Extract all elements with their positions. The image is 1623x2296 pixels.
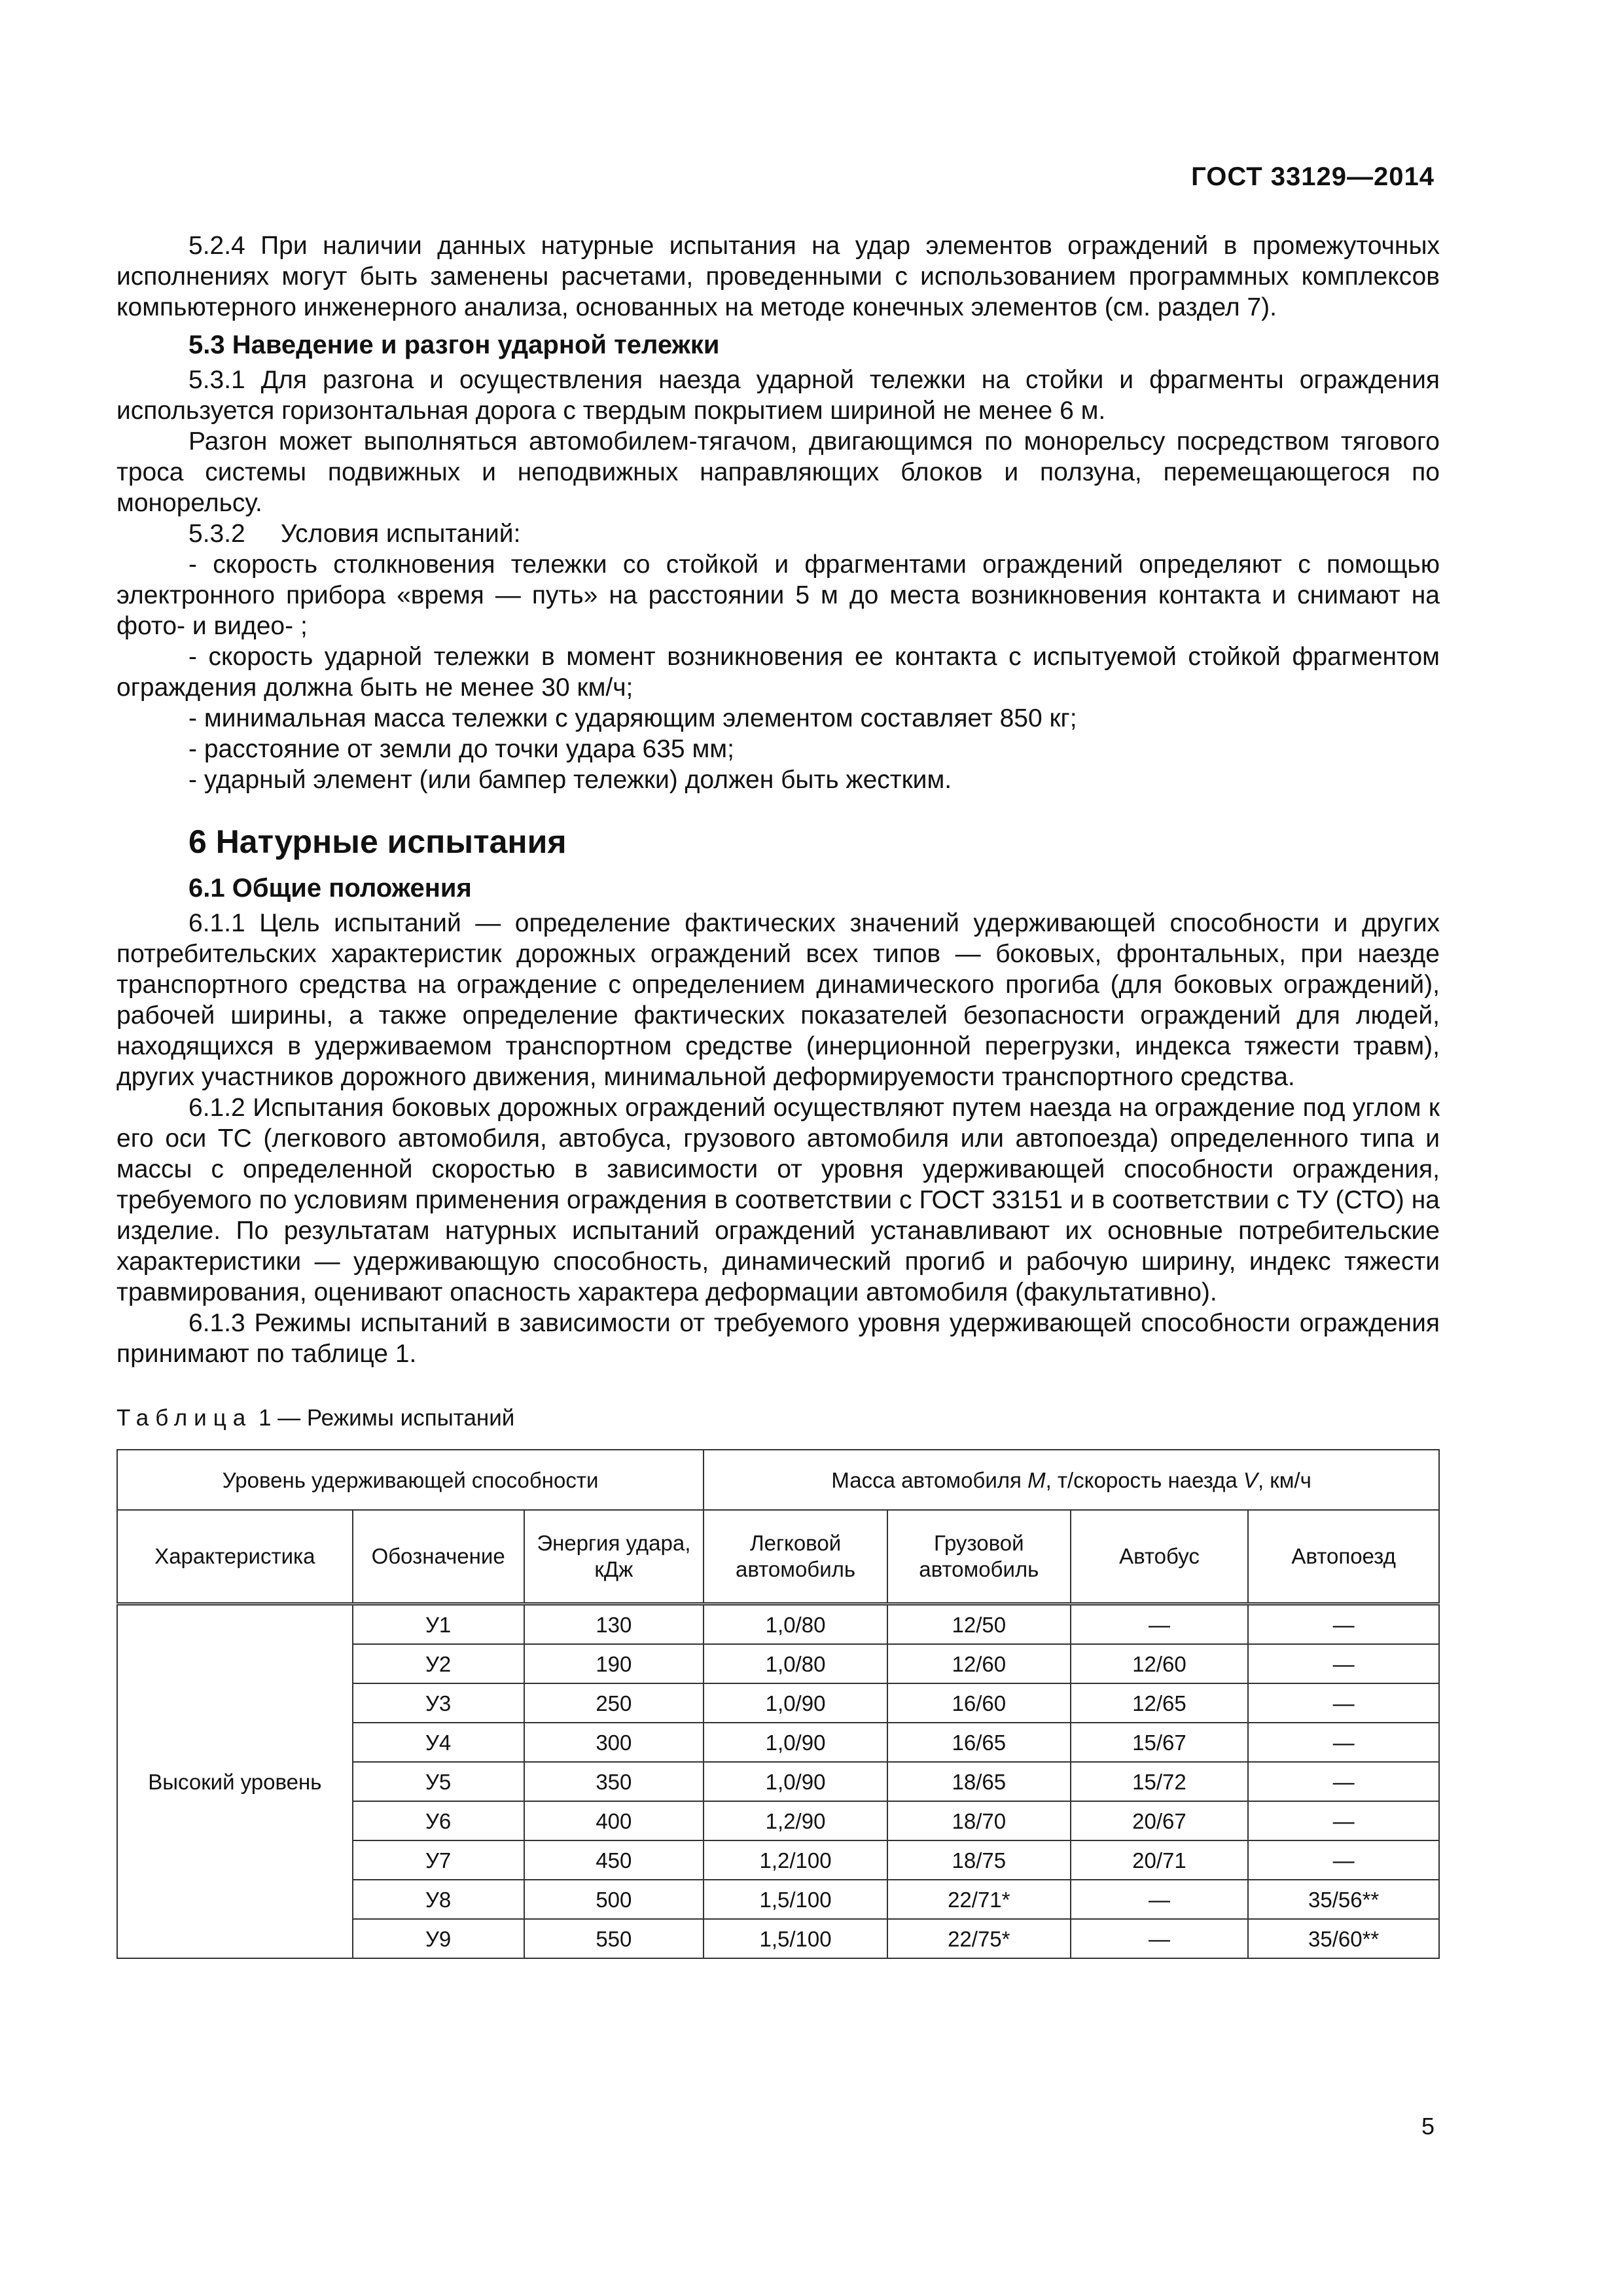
table-cell: 190 (524, 1644, 704, 1683)
paragraph-6-1-2: 6.1.2 Испытания боковых дорожных ограждений осуществляют путем наезда на ограждение под углом к его оси ТС (легкового автомобиля, автобуса, грузового автомобиля или автопоезда) определенного типа и массы с определенной скоростью в зависимости от уровня удерживающей способности ограждения, требуемого по условиям применения ограждения в соответствии с ГОСТ 33151 и в соответствии с ТУ (СТО) на изделие. По результатам натурных испытаний ограждений устанавливают их основные потребительские характеристики — удерживающую способность, динамический прогиб и рабочую ширину, индекс тяжести травмирования, оценивают опасность характера деформации автомобиля (факультативно). (116, 1094, 1440, 1306)
header-symbol-v: V (1243, 1467, 1258, 1492)
table-cell: 15/72 (1071, 1762, 1249, 1801)
table-cell: 12/50 (887, 1604, 1071, 1645)
list-item: - минимальная масса тележки с ударяющим элементом составляет 850 кг; (188, 704, 1077, 732)
table-cell: 18/75 (887, 1840, 1071, 1880)
table-cell: 22/71* (887, 1880, 1071, 1919)
table-cell: У8 (353, 1880, 524, 1919)
list-item: - ударный элемент (или бампер тележки) должен быть жестким. (188, 766, 952, 794)
header-text: , км/ч (1257, 1467, 1311, 1492)
section-heading-5-3: 5.3 Наведение и разгон ударной тележки (188, 331, 720, 359)
table-cell: 1,2/100 (704, 1840, 887, 1880)
table-cell: — (1248, 1762, 1439, 1801)
table-cell: 1,5/100 (704, 1880, 887, 1919)
table-cell: 450 (524, 1840, 704, 1880)
table-row (117, 1604, 1439, 1645)
paragraph-5-3-1-cont: Разгон может выполняться автомобилем-тягачом, двигающимся по монорельсу посредством тягового троса системы подвижных и неподвижных направляющих блоков и ползуна, перемещающегося по монорельсу. (116, 427, 1440, 517)
section-heading-6-1: 6.1 Общие положения (188, 874, 472, 903)
header-text: , т/скорость наезда (1045, 1467, 1243, 1492)
col-header-bus: Автобус (1071, 1510, 1249, 1604)
table-cell: 300 (524, 1723, 704, 1762)
table-cell: 35/60** (1248, 1919, 1439, 1958)
paragraph-6-1-3: 6.1.3 Режимы испытаний в зависимости от требуемого уровня удерживающей способности ограждения принимают по таблице 1. (116, 1309, 1440, 1368)
doc-code-header: ГОСТ 33129—2014 (1191, 162, 1435, 191)
table-cell: 1,0/90 (704, 1723, 887, 1762)
table-cell: 22/75* (887, 1919, 1071, 1958)
table-cell: 35/56** (1248, 1880, 1439, 1919)
paragraph-6-1-1: 6.1.1 Цель испытаний — определение фактических значений удерживающей способности и других потребительских характеристик дорожных ограждений всех типов — боковых, фронтальных, при наезде транспортного средства на ограждение с определением динамического прогиба (для боковых ограждений), рабочей ширины, а также определение фактических показателей безопасности ограждений для людей, находящихся в удерживаемом транспортном средстве (инерционной перегрузки, индекса тяжести травм), других участников дорожного движения, минимальной деформируемости транспортного средства. (116, 909, 1440, 1091)
table-caption (116, 1405, 1440, 1432)
table-cell: 1,0/90 (704, 1762, 887, 1801)
table-cell: 1,0/80 (704, 1644, 887, 1683)
page-number: 5 (1421, 2113, 1435, 2140)
table-cell: 16/65 (887, 1723, 1071, 1762)
col-header-truck (887, 1510, 1071, 1604)
table-cell: У9 (353, 1919, 524, 1958)
table-cell: — (1248, 1604, 1439, 1645)
col-header-characteristic: Характеристика (117, 1510, 353, 1604)
header-line: кДж (594, 1557, 633, 1581)
paragraph-5-2-4: 5.2.4 При наличии данных натурные испытания на удар элементов ограждений в промежуточных исполнениях могут быть заменены расчетами, проведенными с использованием программных комплексов компьютерного инженерного анализа, основанных на методе конечных элементов (см. раздел 7). (116, 232, 1440, 321)
table-cell: 250 (524, 1683, 704, 1723)
table-cell: — (1071, 1604, 1249, 1645)
table-cell: 12/60 (1071, 1644, 1249, 1683)
table-cell: 16/60 (887, 1683, 1071, 1723)
list-item: - скорость столкновения тележки со стойкой и фрагментами ограждений определяют с помощью электронного прибора «время — путь» на расстоянии 5 м до места возникновения контакта и снимают на фото- и видео- ; (116, 550, 1440, 640)
table-cell: 550 (524, 1919, 704, 1958)
table-cell: 350 (524, 1762, 704, 1801)
header-symbol-m: M (1027, 1467, 1046, 1492)
col-header-car (704, 1510, 887, 1604)
table-cell: — (1248, 1644, 1439, 1683)
header-line: автомобиль (919, 1557, 1039, 1581)
table-cell: 20/67 (1071, 1801, 1249, 1840)
table-cell: 1,0/90 (704, 1683, 887, 1723)
header-group-restraint-level: Уровень удерживающей способности (117, 1450, 704, 1510)
header-line: Энергия удара, (537, 1531, 691, 1555)
table-cell: — (1071, 1919, 1249, 1958)
table-cell: У7 (353, 1840, 524, 1880)
table-caption-title: 1 — Режимы испытаний (252, 1405, 515, 1431)
table-cell: 18/65 (887, 1762, 1071, 1801)
table-cell: 130 (524, 1604, 704, 1645)
paragraph-5-3-1: 5.3.1 Для разгона и осуществления наезда ударной тележки на стойки и фрагменты ограждения используется горизонтальная дорога с твердым покрытием шириной не менее 6 м. (116, 366, 1440, 425)
paragraph-5-3-2: 5.3.2 Условия испытаний: (188, 520, 521, 548)
header-line: Грузовой (934, 1531, 1024, 1555)
list-item: - расстояние от земли до точки удара 635 мм; (188, 735, 734, 763)
header-group-mass-speed (704, 1450, 1439, 1510)
table-cell: 15/67 (1071, 1723, 1249, 1762)
col-header-energy (524, 1510, 704, 1604)
table-cell: 1,0/80 (704, 1604, 887, 1645)
col-header-designation: Обозначение (353, 1510, 524, 1604)
table-cell: У3 (353, 1683, 524, 1723)
header-text: Масса автомобиля (831, 1467, 1028, 1492)
table-cell: У4 (353, 1723, 524, 1762)
group-cell-high-level: Высокий уровень (117, 1604, 353, 1959)
document-body (116, 230, 1440, 1959)
table-cell: 1,2/90 (704, 1801, 887, 1840)
table-cell: 500 (524, 1880, 704, 1919)
table-cell: 1,5/100 (704, 1919, 887, 1958)
table-cell: 18/70 (887, 1801, 1071, 1840)
header-line: автомобиль (736, 1557, 856, 1581)
table-cell: У2 (353, 1644, 524, 1683)
section-heading-6: 6 Натурные испытания (188, 823, 567, 860)
test-modes-table (116, 1449, 1440, 1959)
table-cell: 12/60 (887, 1644, 1071, 1683)
table-cell: — (1248, 1723, 1439, 1762)
list-item: - скорость ударной тележки в момент возникновения ее контакта с испытуемой стойкой фрагментом ограждения должна быть не менее 30 км/ч; (116, 643, 1440, 702)
table-cell: У6 (353, 1801, 524, 1840)
table-caption-word: Таблица (116, 1405, 253, 1431)
table-cell: У1 (353, 1604, 524, 1645)
table-cell: — (1248, 1801, 1439, 1840)
table-cell: — (1248, 1683, 1439, 1723)
table-cell: У5 (353, 1762, 524, 1801)
table-cell: 20/71 (1071, 1840, 1249, 1880)
table-cell: — (1071, 1880, 1249, 1919)
table-cell: 400 (524, 1801, 704, 1840)
table-cell: — (1248, 1840, 1439, 1880)
table-cell: 12/65 (1071, 1683, 1249, 1723)
header-line: Легковой (749, 1531, 842, 1555)
col-header-road-train: Автопоезд (1248, 1510, 1439, 1604)
